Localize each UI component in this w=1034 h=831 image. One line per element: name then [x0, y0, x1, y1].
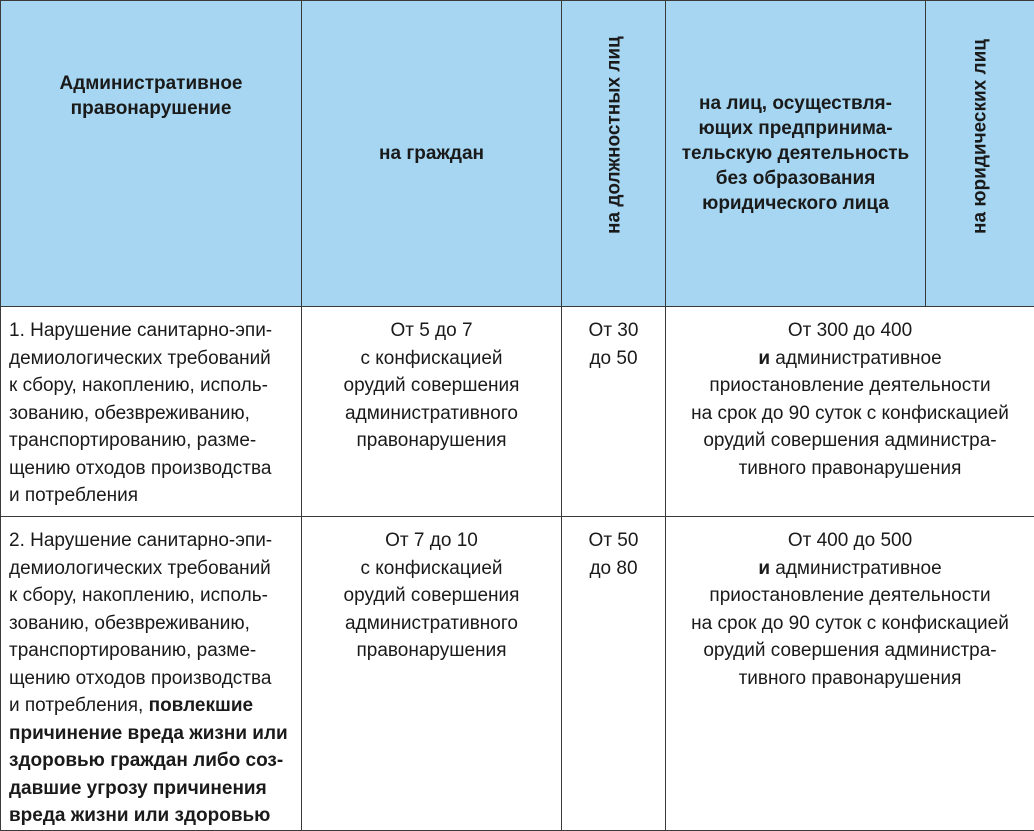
- citizens-penalty-cell: От 7 до 10 с конфискацией орудий совершения административного правонарушения: [302, 517, 562, 831]
- header-officials-label: на должностных лиц: [601, 36, 626, 234]
- officials-penalty-cell: От 50 до 80: [562, 517, 666, 831]
- entrepreneurs-penalty-cell: От 400 до 500 и административное приостановление деятельности на срок до 90 суток с конфискацией орудий совершения администра- тивного правонарушения: [666, 517, 1034, 831]
- header-violation: Административное правонарушение: [1, 1, 302, 307]
- header-entrepreneurs: на лиц, осуществля- ющих предпринима- тельскую деятельность без образования юридического лица: [666, 1, 926, 307]
- header-legal-entities: [926, 1, 1034, 307]
- citizens-penalty-cell: От 5 до 7 с конфискацией орудий совершения административного правонарушения: [302, 307, 562, 517]
- violation-cell: 2. Нарушение санитарно-эпи- демиологических требований к сбору, накоплению, исполь- зованию, обезвреживанию, транспортированию, разме- щению отходов производства и потребления, повлекшие причинение вреда жизни или здоровью граждан либо соз- давшие угрозу причинения вреда жизни или здоровью: [1, 517, 302, 831]
- violation-cell: 1. Нарушение санитарно-эпи- демиологических требований к сбору, накоплению, исполь- зованию, обезвреживанию, транспортированию, разме- щению отходов производства и потребления: [1, 307, 302, 517]
- entrepreneurs-penalty-cell: От 300 до 400 и административное приостановление деятельности на срок до 90 суток с конфискацией орудий совершения администра- тивного правонарушения: [666, 307, 1034, 517]
- officials-penalty-cell: От 30 до 50: [562, 307, 666, 517]
- header-citizens: на граждан: [302, 1, 562, 307]
- table-row: [1, 307, 1034, 517]
- header-row: [1, 1, 1034, 307]
- header-legal-entities-label: на юридических лиц: [968, 39, 993, 234]
- header-officials: [562, 1, 666, 307]
- table-row: [1, 517, 1034, 831]
